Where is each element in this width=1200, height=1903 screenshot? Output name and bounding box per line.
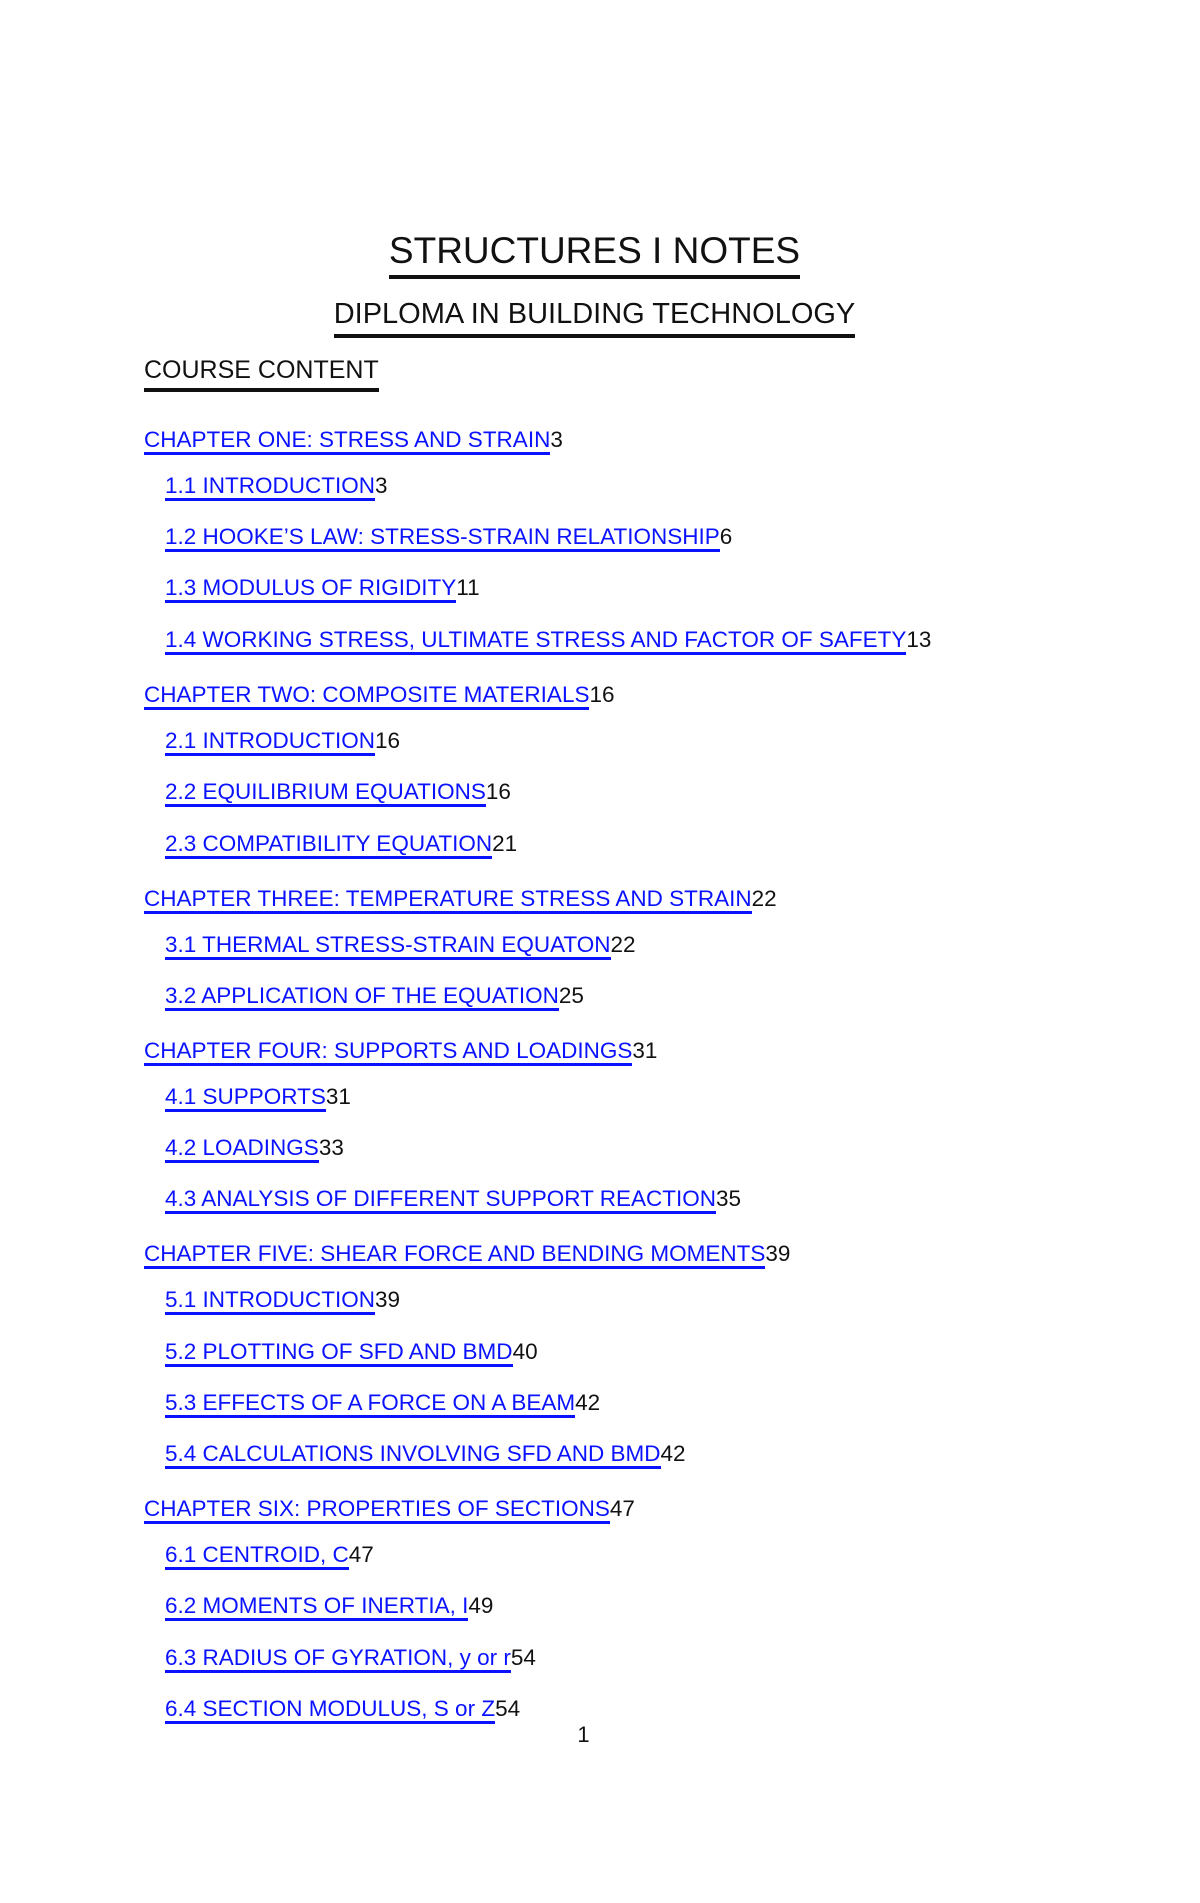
toc-entry [165,981,584,1011]
toc-entry [165,1285,400,1315]
toc-entry [165,1643,536,1673]
toc-page-number: 31 [325,1084,351,1109]
toc-entry [165,829,517,859]
toc-section-link[interactable]: 6.2 MOMENTS OF INERTIA, I [165,1593,468,1621]
toc-page-number: 42 [660,1441,686,1466]
toc-entry [165,1439,686,1469]
toc-entry [165,573,480,603]
toc-entry [165,1184,741,1214]
toc-entry [165,1082,351,1112]
toc-section-link[interactable]: 5.3 EFFECTS OF A FORCE ON A BEAM [165,1390,575,1418]
toc-section-link[interactable]: 1.3 MODULUS OF RIGIDITY [165,575,456,603]
toc-entry [165,930,636,960]
toc-section-link[interactable]: 5.4 CALCULATIONS INVOLVING SFD AND BMD [165,1441,661,1469]
toc-chapter-link[interactable]: CHAPTER FIVE: SHEAR FORCE AND BENDING MOMENTS [144,1241,765,1269]
toc-page-number: 22 [751,886,777,911]
toc-page-number: 13 [906,627,932,652]
toc-section-link[interactable]: 3.1 THERMAL STRESS-STRAIN EQUATON [165,932,611,960]
course-content-heading-block [144,353,379,392]
toc-page-number: 42 [575,1390,601,1415]
document-subtitle-block [0,295,1189,338]
toc-section-link[interactable]: 1.4 WORKING STRESS, ULTIMATE STRESS AND FACTOR OF SAFETY [165,627,906,655]
toc-page-number: 21 [492,831,518,856]
toc-section-link[interactable]: 1.1 INTRODUCTION [165,473,375,501]
toc-page-number: 47 [609,1496,635,1521]
toc-entry [165,777,511,807]
course-content-heading: COURSE CONTENT [144,353,379,392]
toc-entry [165,726,400,756]
toc-entry [144,1036,657,1066]
toc-page-number: 3 [550,427,563,452]
toc-entry [144,680,615,710]
toc-page-number: 40 [512,1339,538,1364]
toc-section-link[interactable]: 5.2 PLOTTING OF SFD AND BMD [165,1339,513,1367]
toc-chapter-link[interactable]: CHAPTER ONE: STRESS AND STRAIN [144,427,550,455]
page-number: 1 [577,1722,590,1747]
document-title: STRUCTURES I NOTES [389,228,800,279]
toc-page-number: 47 [348,1542,374,1567]
toc-section-link[interactable]: 2.2 EQUILIBRIUM EQUATIONS [165,779,486,807]
toc-entry [165,1591,493,1621]
toc-entry [144,1239,790,1269]
toc-page-number: 35 [715,1186,741,1211]
toc-section-link[interactable]: 6.3 RADIUS OF GYRATION, y or r [165,1645,511,1673]
toc-page-number: 16 [375,728,401,753]
toc-entry [144,1494,635,1524]
toc-page-number: 11 [456,575,480,600]
toc-section-link[interactable]: 4.3 ANALYSIS OF DIFFERENT SUPPORT REACTION [165,1186,716,1214]
toc-entry [165,1388,600,1418]
toc-chapter-link[interactable]: CHAPTER TWO: COMPOSITE MATERIALS [144,682,589,710]
toc-section-link[interactable]: 3.2 APPLICATION OF THE EQUATION [165,983,559,1011]
toc-page-number: 22 [610,932,636,957]
toc-page-number: 16 [589,682,615,707]
toc-entry [165,471,388,501]
toc-section-link[interactable]: 5.1 INTRODUCTION [165,1287,375,1315]
toc-page-number: 6 [719,524,733,549]
toc-entry [165,522,732,552]
toc-page-number: 16 [485,779,511,804]
toc-page-number: 39 [375,1287,401,1312]
toc-entry [144,425,563,455]
toc-entry [165,1133,344,1163]
toc-page-number: 25 [558,983,584,1008]
toc-section-link[interactable]: 6.4 SECTION MODULUS, S or Z [165,1696,495,1724]
document-subtitle: DIPLOMA IN BUILDING TECHNOLOGY [334,295,856,338]
toc-section-link[interactable]: 4.1 SUPPORTS [165,1084,326,1112]
toc-section-link[interactable]: 4.2 LOADINGS [165,1135,319,1163]
toc-chapter-link[interactable]: CHAPTER FOUR: SUPPORTS AND LOADINGS [144,1038,632,1066]
toc-section-link[interactable]: 6.1 CENTROID, C [165,1542,349,1570]
toc-entry [144,884,777,914]
toc-page-number: 33 [318,1135,344,1160]
toc-page-number: 54 [510,1645,536,1670]
toc-entry [165,1337,538,1367]
toc-entry [165,1540,374,1570]
document-title-block [0,228,1189,279]
toc-chapter-link[interactable]: CHAPTER SIX: PROPERTIES OF SECTIONS [144,1496,610,1524]
toc-page-number: 39 [765,1241,791,1266]
toc-page-number: 31 [632,1038,658,1063]
toc-section-link[interactable]: 2.1 INTRODUCTION [165,728,375,756]
toc-entry [165,625,931,655]
toc-chapter-link[interactable]: CHAPTER THREE: TEMPERATURE STRESS AND STRAIN [144,886,752,914]
toc-section-link[interactable]: 2.3 COMPATIBILITY EQUATION [165,831,492,859]
toc-page-number: 3 [375,473,388,498]
toc-section-link[interactable]: 1.2 HOOKE’S LAW: STRESS-STRAIN RELATIONSHIP [165,524,720,552]
toc-page-number: 54 [495,1696,521,1721]
toc-page-number: 49 [468,1593,494,1618]
